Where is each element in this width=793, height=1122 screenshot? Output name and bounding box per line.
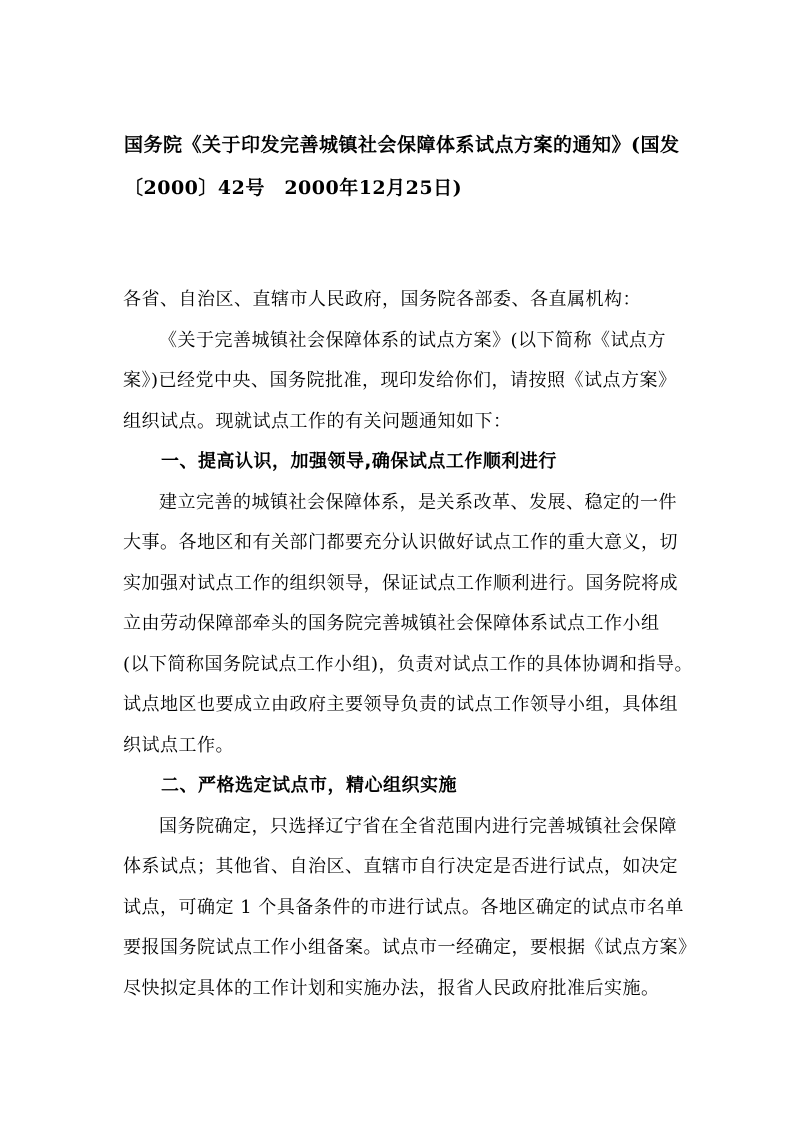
title-line-2: 〔2000〕42号 2000年12月25日): [124, 177, 463, 199]
paragraph-line: 体系试点；其他省、自治区、直辖市自行决定是否进行试点，如决定: [123, 856, 678, 877]
intro-line: 组织试点。现就试点工作的有关问题通知如下：: [123, 410, 512, 432]
paragraph-line: 实加强对试点工作的组织领导，保证试点工作顺利进行。国务院将成: [123, 572, 678, 594]
paragraph-line: 立由劳动保障部牵头的国务院完善城镇社会保障体系试点工作小组: [123, 613, 660, 634]
paragraph-line: 试点地区也要成立由政府主要领导负责的试点工作领导小组，具体组: [123, 694, 678, 715]
document-title: [124, 124, 684, 210]
salutation: 各省、自治区、直辖市人民政府，国务院各部委、各直属机构：: [123, 289, 641, 310]
paragraph-line: 建立完善的城镇社会保障体系，是关系改革、发展、稳定的一件: [159, 491, 677, 513]
section-heading-1: 一、提高认识，加强领导,确保试点工作顺利进行: [161, 451, 557, 472]
paragraph-line: 尽快拟定具体的工作计划和实施办法，报省人民政府批准后实施。: [123, 977, 660, 999]
intro-line: 《关于完善城镇社会保障体系的试点方案》(以下简称《试点方: [159, 329, 667, 351]
title-line-1: 国务院《关于印发完善城镇社会保障体系试点方案的通知》(国发: [124, 134, 680, 156]
paragraph-line: (以下简称国务院试点工作小组)，负责对试点工作的具体协调和指导。: [123, 653, 694, 675]
intro-line: 案》)已经党中央、国务院批准，现印发给你们，请按照《试点方案》: [123, 370, 677, 391]
paragraph-line: 织试点工作。: [123, 734, 234, 756]
paragraph-line: 大事。各地区和有关部门都要充分认识做好试点工作的重大意义，切: [123, 532, 678, 553]
document-body: [123, 280, 697, 1009]
section-heading-2: 二、严格选定试点市，精心组织实施: [161, 775, 457, 796]
paragraph-line: 国务院确定，只选择辽宁省在全省范围内进行完善城镇社会保障: [159, 815, 677, 837]
paragraph-line: 试点，可确定 1 个具备条件的市进行试点。各地区确定的试点市名单: [123, 896, 684, 918]
paragraph-line: 要报国务院试点工作小组备案。试点市一经确定，要根据《试点方案》: [123, 937, 697, 958]
